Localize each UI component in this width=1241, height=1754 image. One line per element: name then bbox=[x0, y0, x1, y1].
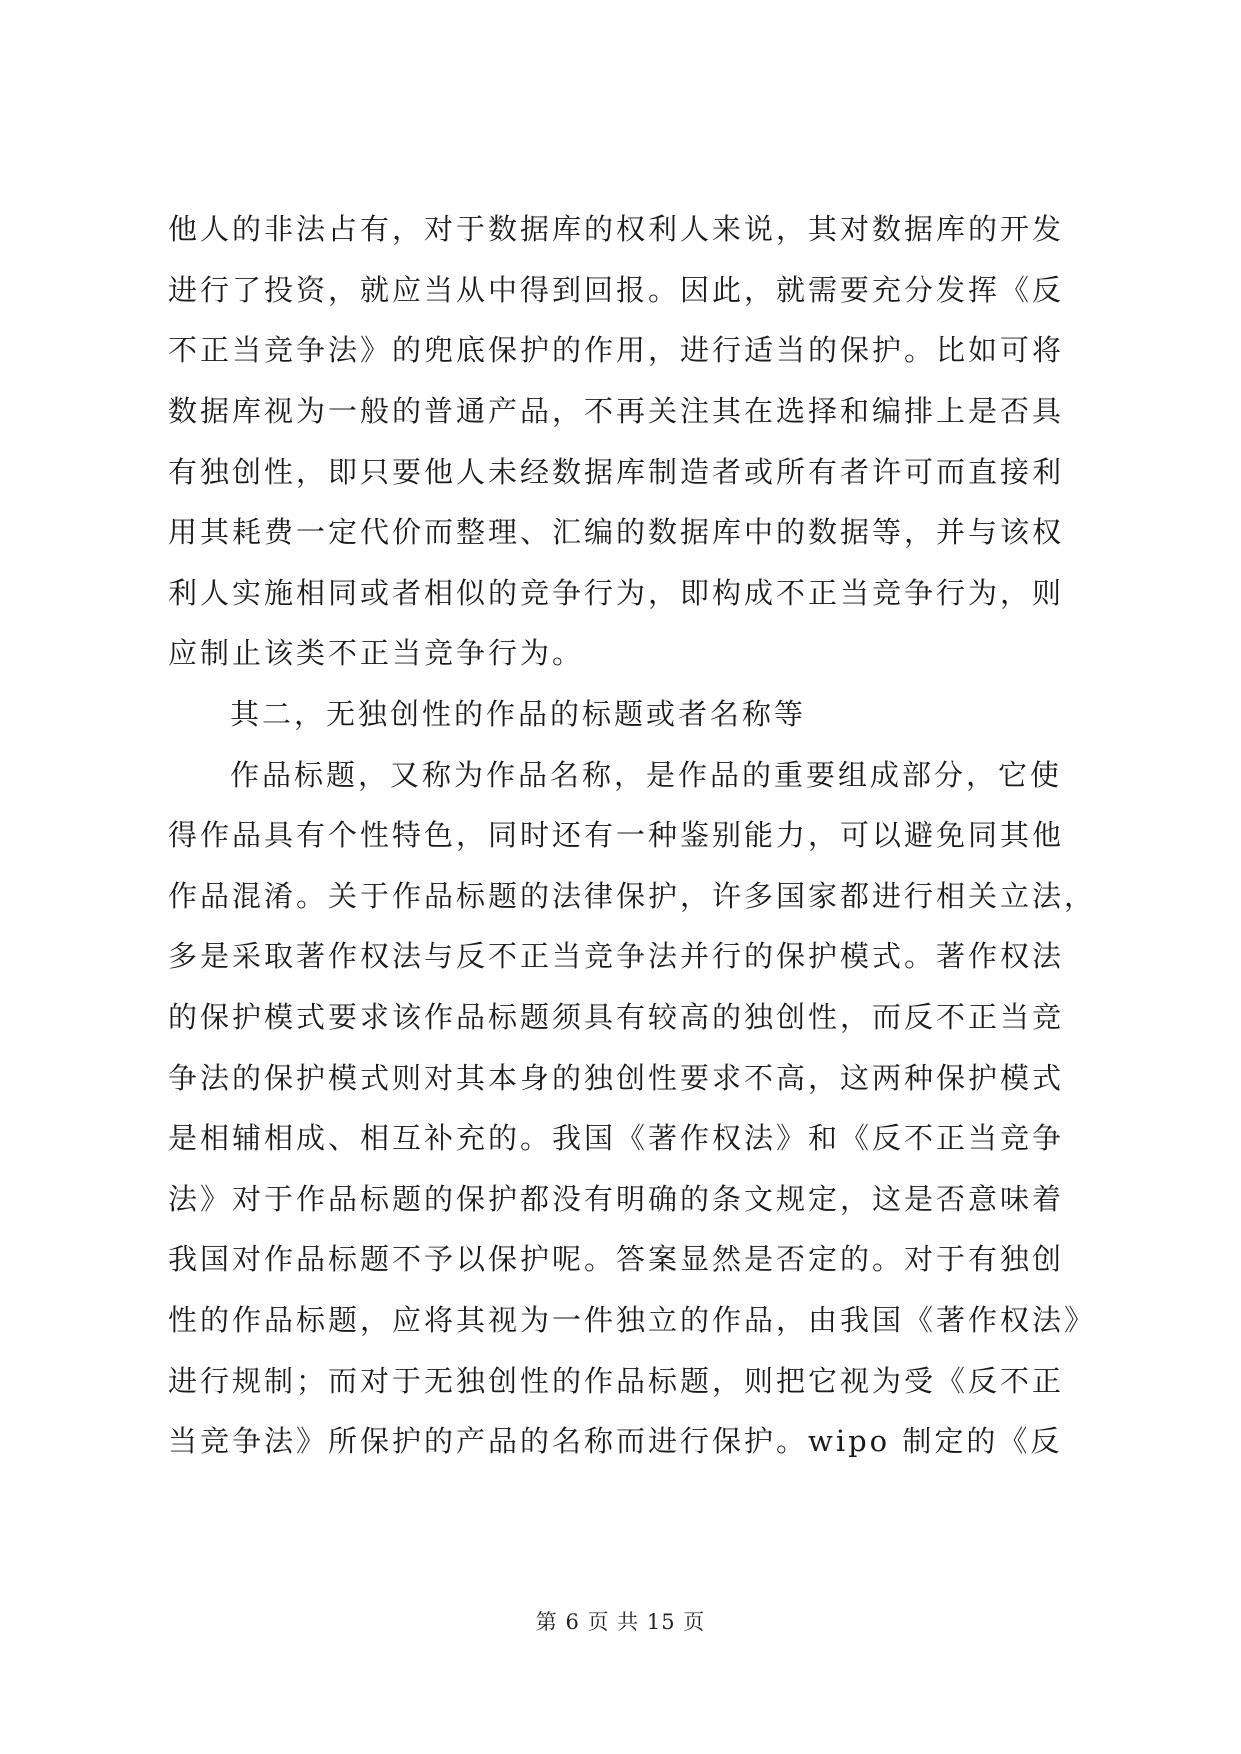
text-line: 我国对作品标题不予以保护呢。答案显然是否定的。对于有独创 bbox=[168, 1242, 1065, 1276]
text-line: 多是采取著作权法与反不正当竞争法并行的保护模式。著作权法 bbox=[168, 939, 1065, 973]
text-line: 进行了投资，就应当从中得到回报。因此，就需要充分发挥《反 bbox=[168, 273, 1065, 307]
text-line: 争法的保护模式则对其本身的独创性要求不高，这两种保护模式 bbox=[168, 1061, 1065, 1095]
text-line: 利人实施相同或者相似的竞争行为，即构成不正当竞争行为，则 bbox=[168, 576, 1065, 610]
text-line: 不正当竞争法》的兜底保护的作用，进行适当的保护。比如可将 bbox=[168, 333, 1065, 367]
text-line: 他人的非法占有，对于数据库的权利人来说，其对数据库的开发 bbox=[168, 212, 1065, 246]
text-line: 进行规制；而对于无独创性的作品标题，则把它视为受《反不正 bbox=[168, 1364, 1065, 1398]
text-line: 得作品具有个性特色，同时还有一种鉴别能力，可以避免同其他 bbox=[168, 818, 1065, 852]
text-line: 数据库视为一般的普通产品，不再关注其在选择和编排上是否具 bbox=[168, 394, 1065, 428]
text-line: 性的作品标题，应将其视为一件独立的作品，由我国《著作权法》 bbox=[168, 1303, 1097, 1337]
page-footer: 第 6 页 共 15 页 bbox=[535, 1610, 706, 1634]
text-line: 的保护模式要求该作品标题须具有较高的独创性，而反不正当竞 bbox=[168, 1000, 1065, 1034]
text-line: 作品标题，又称为作品名称，是作品的重要组成部分，它使 bbox=[230, 758, 1063, 792]
text-line: 法》对于作品标题的保护都没有明确的条文规定，这是否意味着 bbox=[168, 1182, 1065, 1216]
section-heading: 其二，无独创性的作品的标题或者名称等 bbox=[230, 697, 807, 731]
text-line: 当竞争法》所保护的产品的名称而进行保护。wipo 制定的《反 bbox=[168, 1424, 1063, 1458]
text-line: 用其耗费一定代价而整理、汇编的数据库中的数据等，并与该权 bbox=[168, 515, 1065, 549]
text-line: 是相辅相成、相互补充的。我国《著作权法》和《反不正当竞争 bbox=[168, 1121, 1065, 1155]
text-line: 作品混淆。关于作品标题的法律保护，许多国家都进行相关立法， bbox=[168, 879, 1097, 913]
text-line: 应制止该类不正当竞争行为。 bbox=[168, 636, 585, 670]
text-line: 有独创性，即只要他人未经数据库制造者或所有者许可而直接利 bbox=[168, 455, 1065, 489]
